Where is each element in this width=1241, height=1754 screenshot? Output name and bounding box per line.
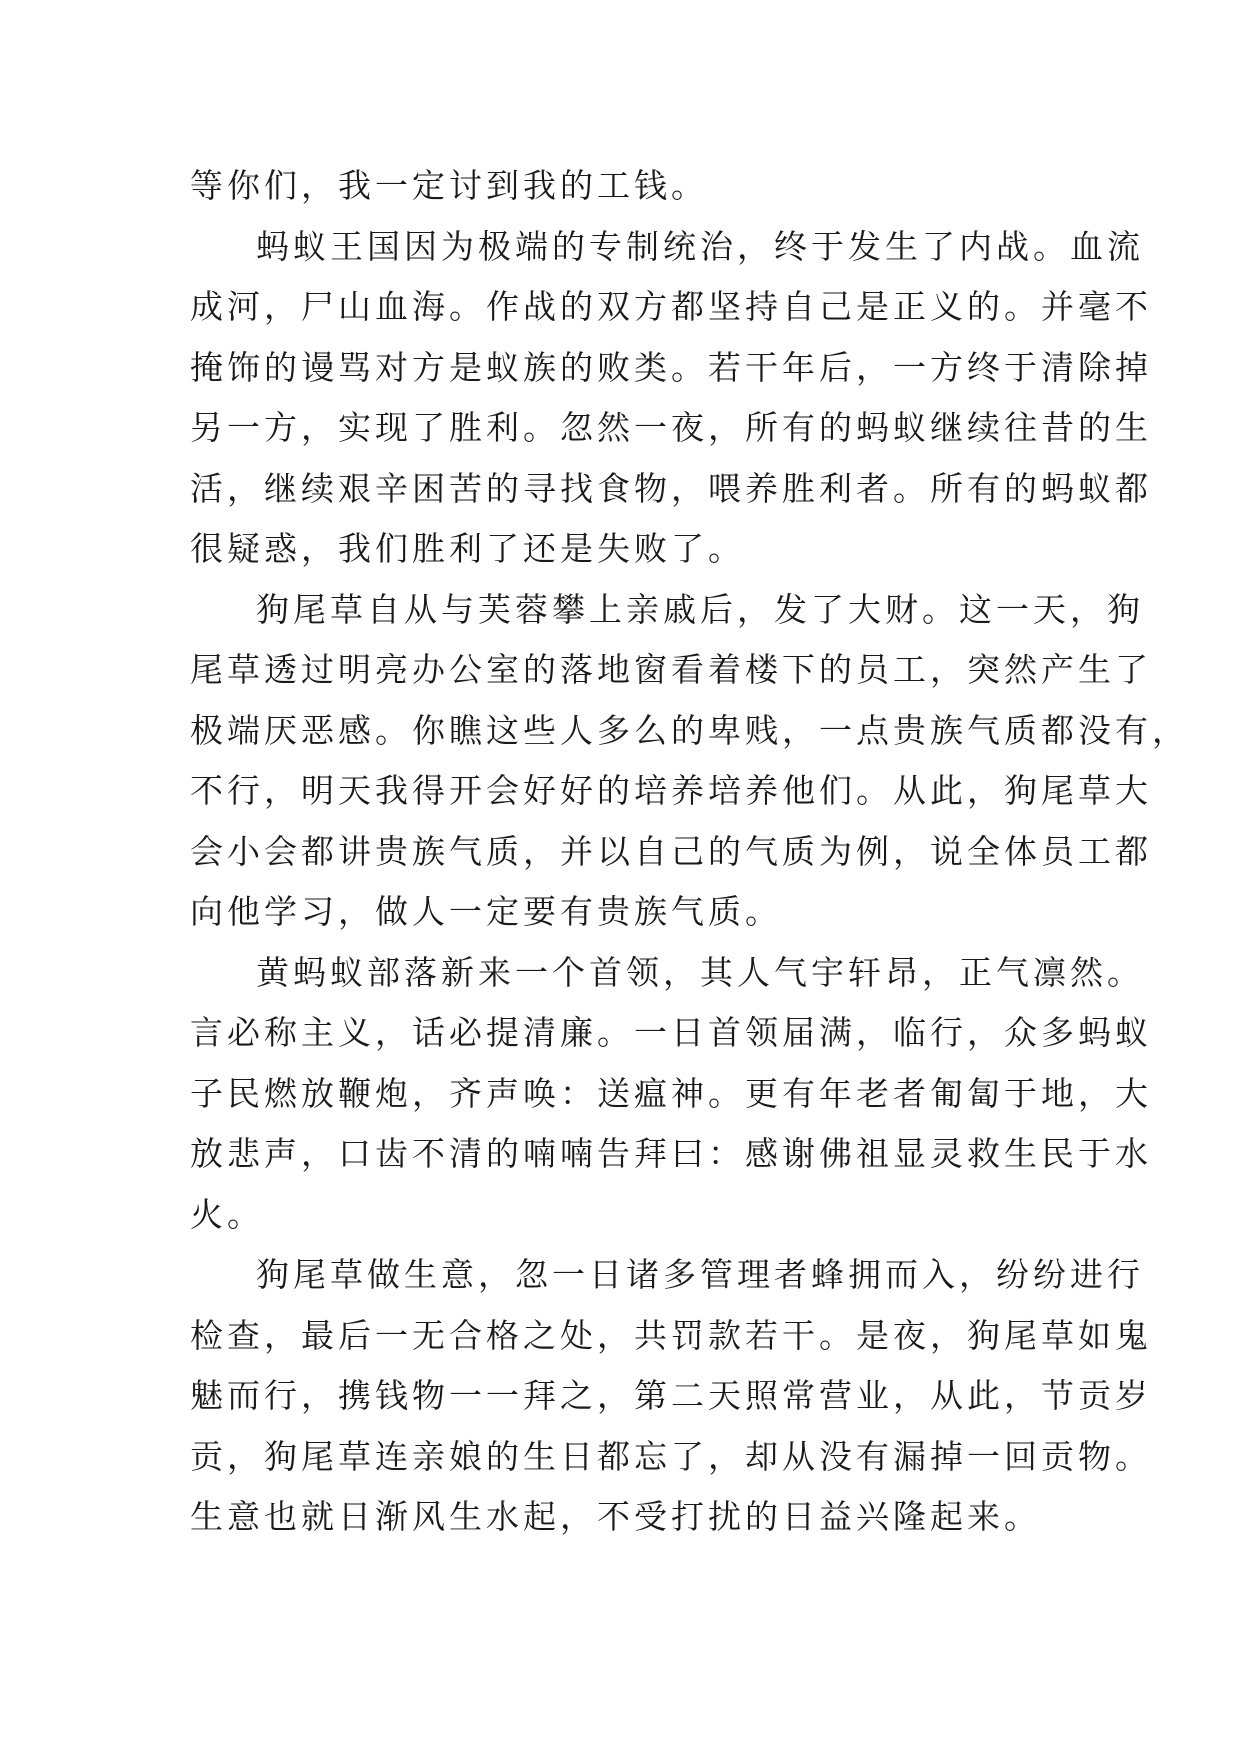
text-line: 尾草透过明亮办公室的落地窗看着楼下的员工，突然产生了 <box>190 650 1152 689</box>
text-line: 很疑惑，我们胜利了还是失败了。 <box>190 529 745 568</box>
text-line: 蚂蚁王国因为极端的专制统治，终于发生了内战。血流 <box>256 226 1144 266</box>
text-line: 生意也就日渐风生水起，不受打扰的日益兴隆起来。 <box>190 1497 1041 1536</box>
text-line: 检查，最后一无合格之处，共罚款若干。是夜，狗尾草如鬼 <box>190 1315 1152 1355</box>
text-line: 言必称主义，话必提清廉。一日首领届满，临行，众多蚂蚁 <box>190 1013 1152 1052</box>
text-line: 向他学习，做人一定要有贵族气质。 <box>190 892 782 931</box>
text-line: 另一方，实现了胜利。忽然一夜，所有的蚂蚁继续往昔的生 <box>190 408 1152 447</box>
text-line: 火。 <box>190 1194 264 1234</box>
text-line: 贡，狗尾草连亲娘的生日都忘了，却从没有漏掉一回贡物。 <box>190 1436 1152 1476</box>
text-line: 会小会都讲贵族气质，并以自己的气质为例，说全体员工都 <box>190 831 1152 871</box>
text-line: 极端厌恶感。你瞧这些人多么的卑贱，一点贵族气质都没有， <box>190 710 1189 750</box>
text-line: 等你们，我一定讨到我的工钱。 <box>190 166 708 205</box>
text-line: 子民燃放鞭炮，齐声唤：送瘟神。更有年老者匍匐于地，大 <box>190 1073 1152 1113</box>
text-line: 放悲声，口齿不清的喃喃告拜曰：感谢佛祖显灵救生民于水 <box>190 1134 1152 1173</box>
text-line: 狗尾草做生意，忽一日诸多管理者蜂拥而入，纷纷进行 <box>256 1255 1144 1294</box>
text-line: 成河，尸山血海。作战的双方都坚持自己是正义的。并毫不 <box>190 287 1152 326</box>
text-line: 活，继续艰辛困苦的寻找食物，喂养胜利者。所有的蚂蚁都 <box>190 468 1152 508</box>
text-line: 不行，明天我得开会好好的培养培养他们。从此，狗尾草大 <box>190 771 1152 810</box>
text-line: 掩饰的谩骂对方是蚁族的败类。若干年后，一方终于清除掉 <box>190 347 1152 387</box>
text-line: 黄蚂蚁部落新来一个首领，其人气宇轩昂，正气凛然。 <box>256 952 1144 992</box>
text-line: 魅而行，携钱物一一拜之，第二天照常营业，从此，节贡岁 <box>190 1376 1152 1415</box>
text-line: 狗尾草自从与芙蓉攀上亲戚后，发了大财。这一天，狗 <box>256 589 1144 629</box>
document-body <box>190 156 1189 1548</box>
